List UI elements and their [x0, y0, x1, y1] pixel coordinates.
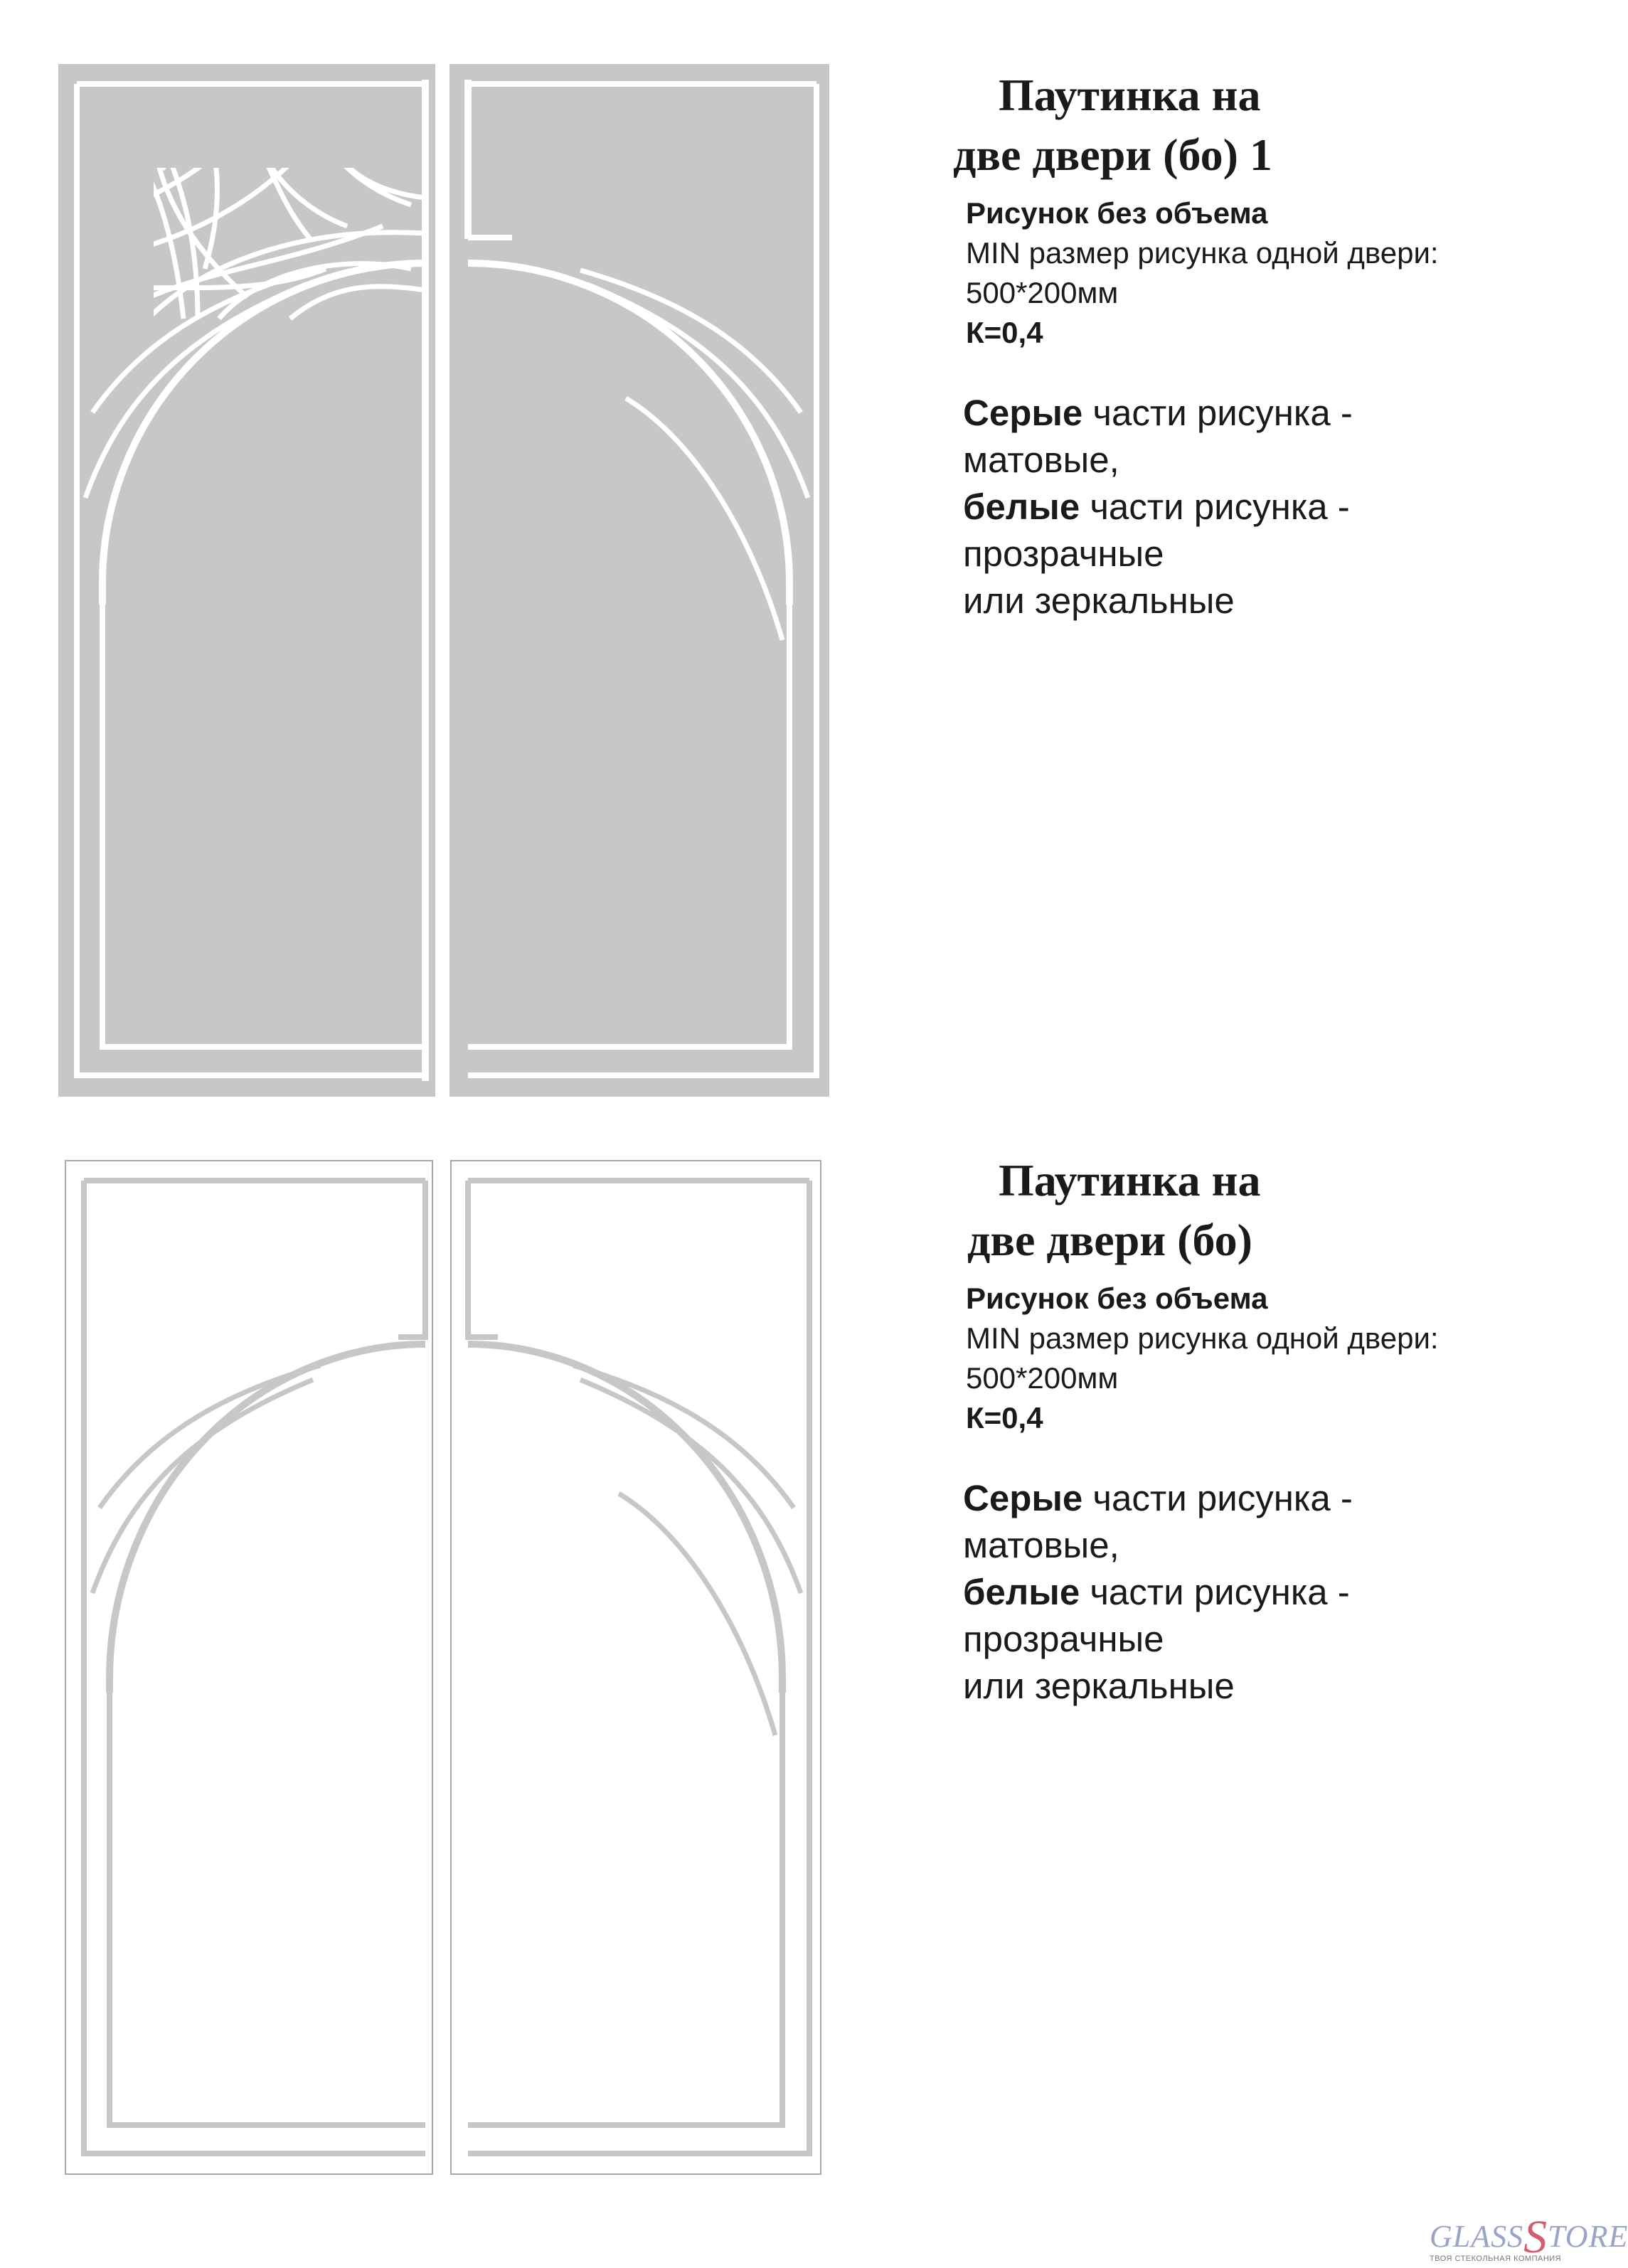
- white-rest: части рисунка -: [1080, 486, 1350, 527]
- variant-1-specs: [953, 193, 1565, 353]
- variant-2-specs: [953, 1279, 1565, 1438]
- gray-word: Серые: [963, 393, 1083, 433]
- door-right-top: [449, 64, 829, 1097]
- coefficient: К=0,4: [966, 316, 1043, 349]
- glass-store-logo: GLASSSTORE ТВОЯ СТЕКОЛЬНАЯ КОМПАНИЯ: [1430, 2211, 1628, 2263]
- min-size-value: 500*200мм: [966, 1361, 1119, 1395]
- door-left-top: [58, 64, 435, 1097]
- subtitle: Рисунок без объема: [966, 196, 1268, 230]
- logo-tagline: ТВОЯ СТЕКОЛЬНАЯ КОМПАНИЯ: [1430, 2254, 1562, 2263]
- min-size-label: MIN размер рисунка одной двери:: [966, 236, 1439, 270]
- white-result-2: или зеркальные: [963, 580, 1235, 621]
- gray-rest: части рисунка -: [1082, 393, 1353, 433]
- white-word: белые: [963, 1572, 1080, 1612]
- gray-result: матовые,: [963, 1525, 1119, 1565]
- min-size-value: 500*200мм: [966, 276, 1119, 309]
- gray-rest: части рисунка -: [1082, 1478, 1353, 1518]
- gray-word: Серые: [963, 1478, 1083, 1518]
- coefficient: К=0,4: [966, 1401, 1043, 1434]
- min-size-label: MIN размер рисунка одной двери:: [966, 1321, 1439, 1355]
- variant-1-title: Паутинка на две двери (бо) 1: [953, 70, 1272, 180]
- white-result-1: прозрачные: [963, 533, 1164, 574]
- door-right-bottom: [451, 1161, 821, 2174]
- white-word: белые: [963, 486, 1080, 527]
- variant-1-legend: [953, 390, 1565, 624]
- variant-2-description: [953, 1151, 1565, 1710]
- white-result-1: прозрачные: [963, 1619, 1164, 1659]
- subtitle: Рисунок без объема: [966, 1282, 1268, 1315]
- white-rest: части рисунка -: [1080, 1572, 1350, 1612]
- variant-2-legend: [953, 1475, 1565, 1710]
- variant-1-description: [953, 65, 1565, 624]
- white-result-2: или зеркальные: [963, 1666, 1235, 1706]
- door-left-bottom: [65, 1161, 432, 2174]
- variant-2-title: Паутинка на две двери (бо): [967, 1155, 1261, 1265]
- gray-result: матовые,: [963, 440, 1119, 480]
